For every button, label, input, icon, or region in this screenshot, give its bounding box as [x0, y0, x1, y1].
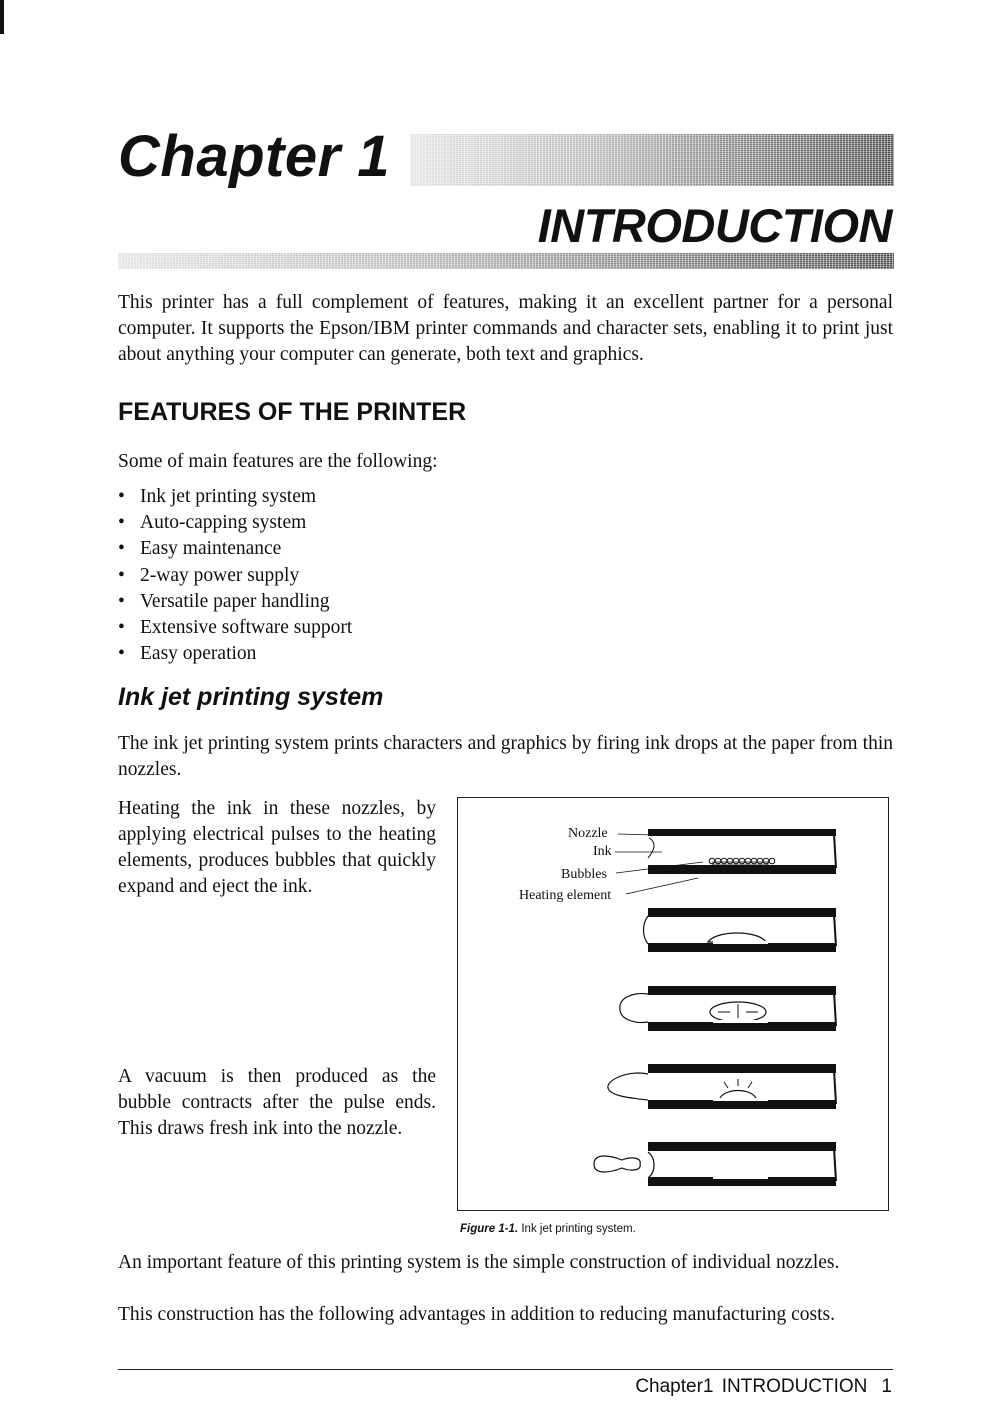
list-item: [118, 615, 618, 641]
list-item-text: Easy maintenance: [140, 538, 282, 560]
list-item: [118, 589, 618, 615]
features-lead: Some of main features are the following:: [118, 451, 438, 472]
features-list: [118, 484, 618, 667]
intro-paragraph: This printer has a full complement of features, making it an excellent partner for a personal computer. It supports the Epson/IBM printer commands and character sets, enabling it to print just about anything your computer can generate, both text and graphics.: [118, 292, 893, 365]
bullet-icon: •: [118, 486, 125, 507]
bullet-icon: •: [118, 617, 125, 639]
bullet-icon: •: [118, 512, 125, 534]
ink-jet-heading: Ink jet printing system: [118, 683, 384, 711]
list-item-text: 2-way power supply: [140, 564, 300, 586]
figure-caption-label: Figure 1-1.: [460, 1223, 519, 1235]
page-number: 1: [881, 1376, 892, 1397]
ink-jet-figure: [457, 797, 889, 1211]
vacuum-paragraph: A vacuum is then produced as the bubble contracts after the pulse ends. This draws fresh ink into the nozzle.: [118, 1066, 436, 1139]
list-item: [118, 510, 618, 536]
page-footer: [635, 1376, 892, 1398]
figure-caption: [460, 1223, 636, 1235]
list-item: [118, 484, 618, 510]
figure-caption-text: Ink jet printing system.: [521, 1223, 636, 1235]
ink-jet-diagram: [458, 798, 890, 1212]
list-item-text: Versatile paper handling: [140, 590, 330, 612]
footer-section: Chapter1 INTRODUCTION: [635, 1376, 868, 1397]
construction-paragraph: An important feature of this printing system is the simple construction of individual nozzles.: [118, 1252, 840, 1273]
bullet-icon: •: [118, 643, 125, 665]
list-item: [118, 563, 618, 589]
list-item-text: Easy operation: [140, 643, 257, 665]
ink-label: Ink: [593, 844, 612, 859]
nozzle-stage-bubble-growth: [644, 908, 837, 952]
scan-edge-mark: [0, 0, 4, 34]
nozzle-stage-rest: [519, 826, 836, 903]
chapter-title-underline-band: [118, 253, 894, 269]
heating-element-label: Heating element: [519, 888, 612, 903]
footer-divider: [118, 1369, 893, 1370]
list-item-text: Extensive software support: [140, 617, 353, 639]
chapter-label: Chapter 1: [118, 124, 391, 189]
bullet-icon: •: [118, 538, 125, 560]
bullet-icon: •: [118, 564, 125, 586]
nozzle-stage-ejection: [620, 986, 836, 1031]
features-heading: FEATURES OF THE PRINTER: [118, 398, 467, 426]
bullet-icon: •: [118, 590, 125, 612]
chapter-title: INTRODUCTION: [537, 199, 892, 252]
bubbles-label: Bubbles: [561, 867, 607, 882]
nozzle-label: Nozzle: [568, 826, 608, 841]
chapter-header-band: [410, 134, 894, 186]
nozzle-stage-collapse: [608, 1064, 836, 1109]
list-item: [118, 641, 618, 667]
list-item-text: Ink jet printing system: [140, 486, 317, 507]
ink-jet-paragraph: The ink jet printing system prints characters and graphics by firing ink drops at the paper from thin nozzles.: [118, 733, 893, 780]
advantages-paragraph: This construction has the following advantages in addition to reducing manufacturing costs.: [118, 1304, 836, 1325]
list-item-text: Auto-capping system: [140, 512, 307, 534]
heating-paragraph: Heating the ink in these nozzles, by applying electrical pulses to the heating elements, produces bubbles that quickly expand and eject the ink.: [118, 798, 436, 897]
nozzle-stage-refill: [594, 1142, 836, 1186]
list-item: [118, 536, 618, 562]
